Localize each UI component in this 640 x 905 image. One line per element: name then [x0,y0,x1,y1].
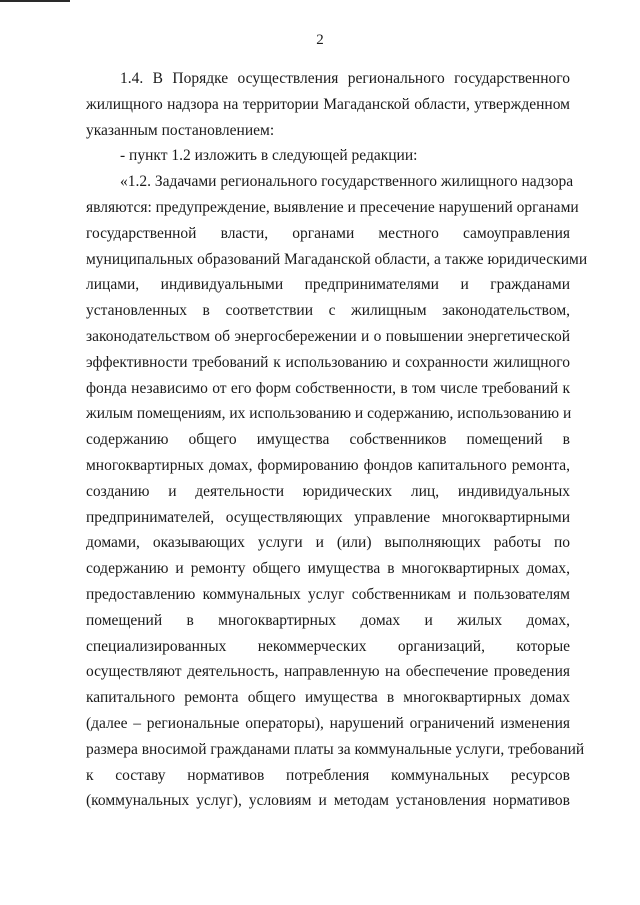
text-line: содержанию и ремонту общего имущества в многоквартирных домах, [86,560,570,578]
text-line: (далее – региональные операторы), нарушений ограничений изменения [86,714,570,732]
text-line: 1.4. В Порядке осуществления регионального государственного [120,70,570,87]
text-line: жилым помещениям, их использованию и содержанию, использованию и [86,405,572,423]
text-line: «1.2. Задачами регионального государственного жилищного надзора [120,173,574,191]
text-line: к составу нормативов потребления коммунальных ресурсов [86,766,570,784]
text-line: законодательством об энергосбережении и о повышении энергетической [86,327,570,345]
text-line: созданию и деятельности юридических лиц, индивидуальных [86,482,570,500]
text-line: предпринимателей, осуществляющих управление многоквартирными [86,508,570,526]
text-line: лицами, индивидуальными предпринимателями и гражданами [86,276,570,294]
text-line: помещений в многоквартирных домах и жилых домах, [86,611,570,629]
text-line: указанным постановлением: [86,121,275,139]
text-line: содержанию общего имущества собственников помещений в [86,431,570,449]
text-line: капитального ремонта общего имущества в многоквартирных домах [86,689,570,707]
text-line: эффективности требований к использованию и сохранности жилищного [86,353,570,371]
text-line: (коммунальных услуг), условиям и методам установления нормативов [86,792,570,810]
text-line: государственной власти, органами местного самоуправления [86,224,570,242]
text-line: являются: предупреждение, выявление и пресечение нарушений органами [86,198,579,216]
text-line: размера вносимой гражданами платы за коммунальные услуги, требований [86,740,585,758]
text-line: специализированных некоммерческих организаций, которые [86,637,570,655]
text-line: домами, оказывающих услуги и (или) выполняющих работы по [86,534,570,552]
text-line: - пункт 1.2 изложить в следующей редакции: [120,147,418,165]
page-number: 2 [316,32,324,48]
text-line: осуществляют деятельность, направленную на обеспечение проведения [86,663,570,681]
document-body [86,66,588,814]
text-line: установленных в соответствии с жилищным законодательством, [86,302,570,320]
text-line: жилищного надзора на территории Магаданской области, утвержденном [86,95,570,113]
text-line: предоставлению коммунальных услуг собственникам и пользователям [86,585,570,603]
text-line: муниципальных образований Магаданской области, а также юридическими [86,250,588,268]
text-line: многоквартирных домах, формированию фондов капитального ремонта, [86,456,570,474]
text-line: фонда независимо от его форм собственности, в том числе требований к [86,379,570,397]
scan-edge-mark [0,0,70,2]
